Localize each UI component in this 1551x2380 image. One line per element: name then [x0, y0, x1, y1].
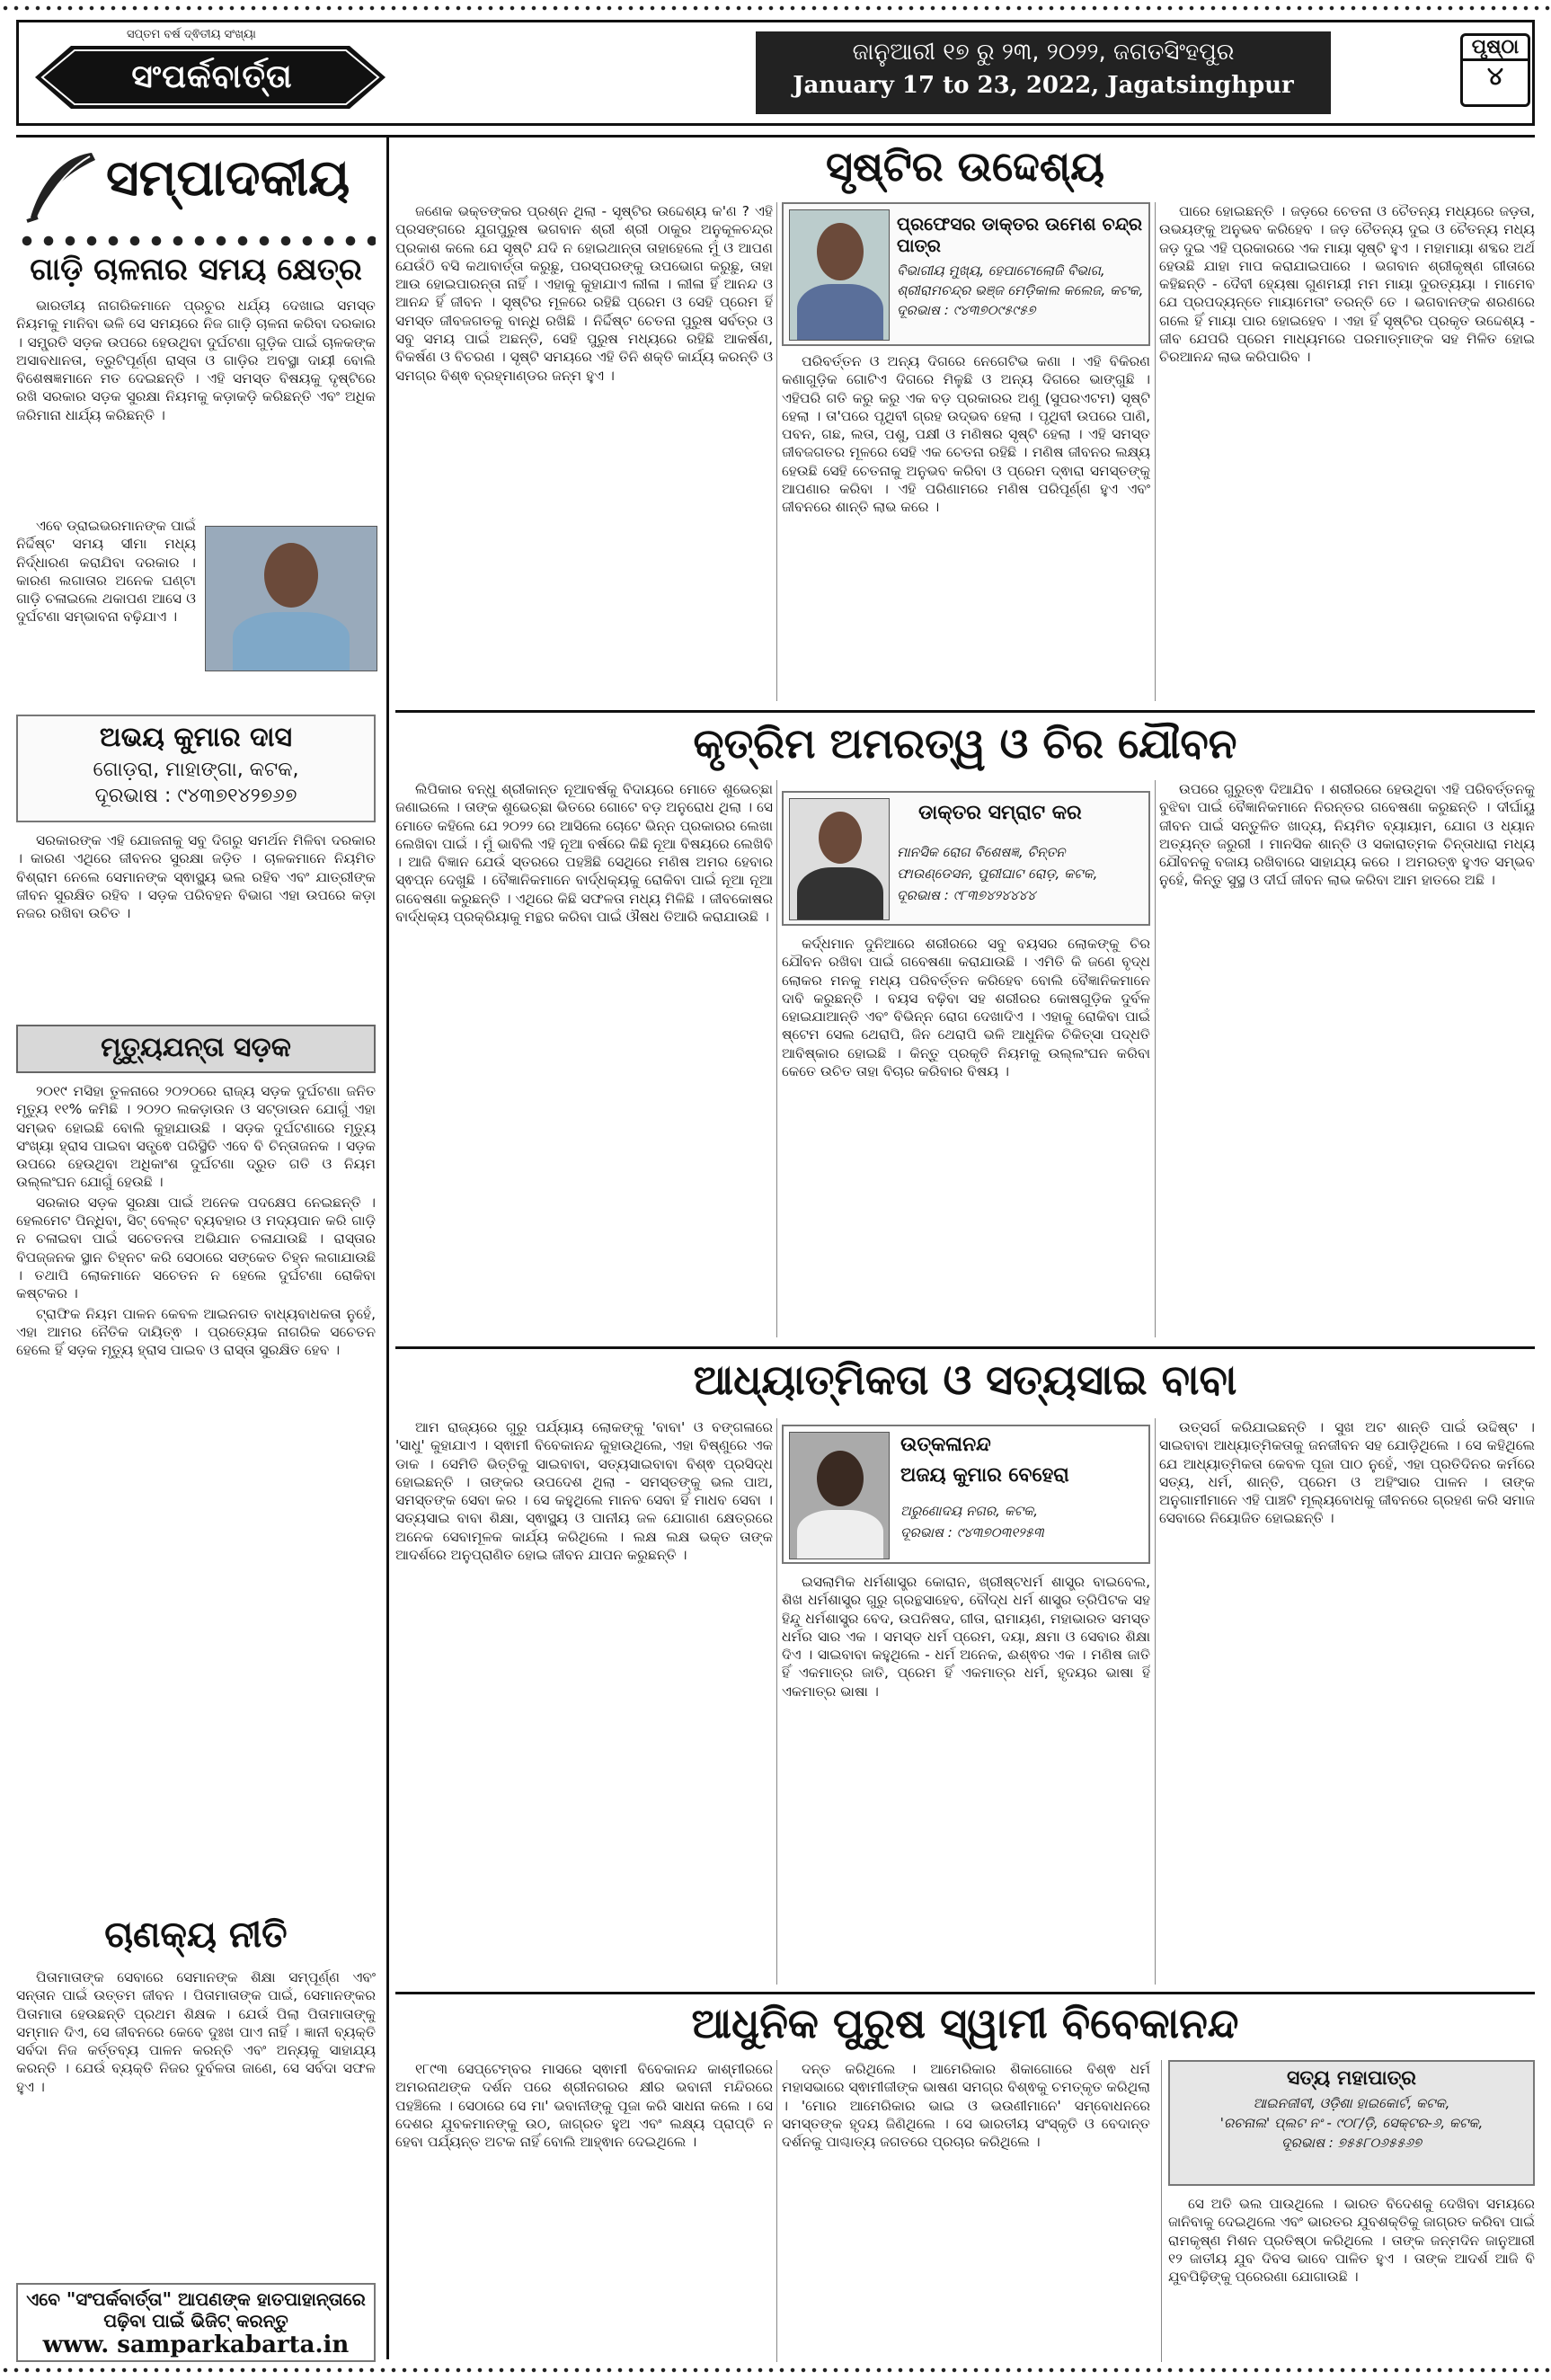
- article1-column-1: [395, 202, 773, 701]
- article3-author-info-1: ଅରୁଣୋଦୟ ନଗର, କଟକ,: [900, 1503, 1039, 1519]
- article3-paragraph: ଆମ ରାଜ୍ୟରେ ଗୁରୁ ପର୍ଯ୍ୟାୟ ଲୋକଙ୍କୁ 'ବାବା' ଓ ବଙ୍ଗଳାରେ 'ସାଧୁ' କୁହାଯାଏ । ସ୍ଵାମୀ ବିବେକାନନ୍ଦ କୁହାଉଥିଲେ, ଏହା ବିଷ୍ଣୁରେ ଏକ ଡାକ । ସେମିତି ଭିତ୍ତିକୁ ସାଇବାବା, ସତ୍ୟସାଇବାବା ବିଶ୍ଵ ପ୍ରସିଦ୍ଧ ହୋଇଛନ୍ତି । ତାଙ୍କର ଉପଦେଶ ଥିଲା - ସମସ୍ତଙ୍କୁ ଭଲ ପାଅ, ସମସ୍ତଙ୍କ ସେବା କର । ସେ କହୁଥିଲେ ମାନବ ସେବା ହିଁ ମାଧବ ସେବା । ସତ୍ୟସାଇ ବାବା ଶିକ୍ଷା, ସ୍ଵାସ୍ଥ୍ୟ ଓ ପାନୀୟ ଜଳ ଯୋଗାଣ କ୍ଷେତ୍ରରେ ଅନେକ ସେବାମୂଳକ କାର୍ଯ୍ୟ କରିଥିଲେ । ଲକ୍ଷ ଲକ୍ଷ ଭକ୍ତ ତାଙ୍କ ଆଦର୍ଶରେ ଅନୁପ୍ରାଣିତ ହୋଇ ଜୀବନ ଯାପନ କରୁଛନ୍ତି ।: [395, 1419, 773, 1564]
- column-divider: [386, 135, 389, 2359]
- editorial-author-box: [16, 715, 376, 822]
- article3-headline: ଆଧ୍ୟାତ୍ମିକତା ଓ ସତ୍ୟସାଇ ବାବା: [693, 1355, 1237, 1404]
- website-link[interactable]: www. samparkabarta.in: [42, 2331, 350, 2358]
- chanakya-headline: ଚାଣକ୍ୟ ନୀତି: [104, 1914, 288, 1956]
- article2-author-name: ଡାକ୍ତର ସମ୍ରାଟ କର: [918, 802, 1082, 824]
- article3-column-1: [395, 1418, 773, 1985]
- article1-column-2: [782, 352, 1150, 701]
- article1-author-box: [782, 202, 1150, 346]
- article4-author-name: ସତ୍ୟ ମହାପାତ୍ର: [1287, 2067, 1416, 2090]
- article-divider: [395, 1992, 1535, 1994]
- article1-paragraph: ଜଣେକ ଭକ୍ତଙ୍କର ପ୍ରଶ୍ନ ଥିଲା - ସୃଷ୍ଟିର ଉଦ୍ଦେଶ୍ୟ କ'ଣ ? ଏହି ପ୍ରସଙ୍ଗରେ ଯୁଗପୁରୁଷ ଭଗବାନ ଶ୍ରୀ ଶ୍ରୀ ଠାକୁର ଅନୁକୂଳଚନ୍ଦ୍ର ପ୍ରକାଶ କଲେ ଯେ ସୃଷ୍ଟି ଯଦି ନ ହୋଇଥାନ୍ତା ତାହାହେଲେ ମୁଁ ଓ ଆପଣ ଯେଉଁଠି ବସି କଥାବାର୍ତ୍ତା କରୁଛୁ, ପରସ୍ପରଙ୍କୁ ଉପଭୋଗ କରୁଛୁ, ତାହା ଆଉ ହୋଇପାରନ୍ତା ନାହିଁ । ଏହାକୁ କୁହାଯାଏ ଲୀଳା । ଲୀଳା ହିଁ ଆନନ୍ଦ ଓ ଆନନ୍ଦ ହିଁ ଜୀବନ । ସୃଷ୍ଟିର ମୂଳରେ ରହିଛି ପ୍ରେମ ଓ ସେହି ପ୍ରେମ ହିଁ ସମସ୍ତ ଜୀବଜଗତକୁ ବାନ୍ଧି ରଖିଛି । ନିର୍ଦ୍ଦିଷ୍ଟ ଚେତନା ପୁରୁଷ ସର୍ବତ୍ର ଓ ସବୁ ସମୟ ପାଇଁ ଅଛନ୍ତି, ସେହି ପୁରୁଷ ମଧ୍ୟରେ ରହିଛି ଆକର୍ଷଣ, ବିକର୍ଷଣ ଓ ବିଚରଣ । ସୃଷ୍ଟି ସମୟରେ ଏହି ତିନି ଶକ୍ତି କାର୍ଯ୍ୟ କରନ୍ତି ଓ ସମଗ୍ର ବିଶ୍ଵ ବ୍ରହ୍ମାଣ୍ଡର ଜନ୍ମ ହୁଏ ।: [395, 203, 773, 384]
- article4-column-3: [1168, 2195, 1535, 2362]
- editorial-author-name: ଅଭୟ କୁମାର ଦାସ: [99, 722, 293, 753]
- trap-road-text: [16, 1082, 376, 1864]
- article4-column-2: [782, 2060, 1150, 2362]
- date-band: [756, 31, 1331, 114]
- article3-paragraph: ଇସଲାମିକ ଧର୍ମଶାସ୍ତ୍ର କୋରାନ, ଖ୍ରୀଷ୍ଟଧର୍ମ ଶାସ୍ତ୍ର ବାଇବେଲ, ଶିଖ ଧର୍ମଶାସ୍ତ୍ର ଗୁରୁ ଗ୍ରନ୍ଥସାହେବ, ବୌଦ୍ଧ ଧର୍ମ ଶାସ୍ତ୍ର ତ୍ରିପିଟକ ସହ ହିନ୍ଦୁ ଧର୍ମଶାସ୍ତ୍ର ବେଦ, ଉପନିଷଦ, ଗୀତା, ରାମାୟଣ, ମହାଭାରତ ସମସ୍ତ ଧର୍ମର ସାର ଏକ । ସମସ୍ତ ଧର୍ମ ପ୍ରେମ, ଦୟା, କ୍ଷମା ଓ ସେବାର ଶିକ୍ଷା ଦିଏ । ସାଇବାବା କହୁଥିଲେ - ଧର୍ମ ଅନେକ, ଈଶ୍ଵର ଏକ । ମଣିଷ ଜାତି ହିଁ ଏକମାତ୍ର ଜାତି, ପ୍ରେମ ହିଁ ଏକମାତ୍ର ଧର୍ମ, ହୃଦୟର ଭାଷା ହିଁ ଏକମାତ୍ର ଭାଷା ।: [782, 1574, 1150, 1700]
- article4-paragraph: ଦନ୍ତ କରିଥିଲେ । ଆମେରିକାର ଶିକାଗୋରେ ବିଶ୍ଵ ଧର୍ମ ମହାସଭାରେ ସ୍ଵାମୀଜୀଙ୍କ ଭାଷଣ ସମଗ୍ର ବିଶ୍ଵକୁ ଚମତ୍କୃତ କରିଥିଲା । 'ମୋର ଆମେରିକାର ଭାଇ ଓ ଭଉଣୀମାନେ' ସମ୍ବୋଧନରେ ସମସ୍ତଙ୍କ ହୃଦୟ ଜିଣିଥିଲେ । ସେ ଭାରତୀୟ ସଂସ୍କୃତି ଓ ବେଦାନ୍ତ ଦର୍ଶନକୁ ପାଶ୍ଚାତ୍ୟ ଜଗତରେ ପ୍ରଚାର କରିଥିଲେ ।: [782, 2061, 1150, 2151]
- masthead: [16, 20, 1535, 126]
- issue-date-english: January 17 to 23, 2022, Jagatsinghpur: [793, 72, 1294, 99]
- editorial-text-3: [16, 831, 376, 1011]
- article2-column-1: [395, 780, 773, 1337]
- article3-author-box: [782, 1425, 1150, 1564]
- article4-author-info-2: 'ରଚନାଲ' ପ୍ଲଟ ନଂ - ୯୦୮/ଡ଼ି, ସେକ୍ଟର-୬, କଟକ,: [1219, 2115, 1484, 2131]
- article-divider: [395, 1346, 1535, 1349]
- editorial-author-phone: ଦୂରଭାଷ : ୯୪୩୭୧୪୨୭୬୭: [94, 785, 297, 807]
- promo-line: ଏବେ "ସଂପର୍କବାର୍ତ୍ତା" ଆପଣଙ୍କ ହାତପାହାନ୍ତାରେ: [26, 2288, 366, 2310]
- inner-column-rule: [776, 202, 777, 701]
- page-number-box: [1460, 33, 1530, 107]
- trap-road-paragraph: ଟ୍ରାଫିକ ନିୟମ ପାଳନ କେବଳ ଆଇନଗତ ବାଧ୍ୟବାଧକତା ନୁହେଁ, ଏହା ଆମର ନୈତିକ ଦାୟିତ୍ଵ । ପ୍ରତ୍ୟେକ ନାଗରିକ ସଚେତନ ହେଲେ ହିଁ ସଡ଼କ ମୃତ୍ୟୁ ହ୍ରାସ ପାଇବ ଓ ରାସ୍ତା ସୁରକ୍ଷିତ ହେବ ।: [16, 1305, 376, 1359]
- article3-author-info-2: ଦୂରଭାଷ : ୯୪୩୭୦୩୧୨୫୩: [900, 1524, 1044, 1541]
- chanakya-paragraph: ପିତାମାତାଙ୍କ ସେବାରେ ସେମାନଙ୍କ ଶିକ୍ଷା ସମ୍ପୂର୍ଣ୍ଣ ଏବଂ ସନ୍ତାନ ପାଇଁ ଉତ୍ତମ ଜୀବନ । ପିତାମାତାଙ୍କ ପାଇଁ, ସେମାନଙ୍କର ପିତାମାତା ହେଉଛନ୍ତି ପ୍ରଥମ ଶିକ୍ଷକ । ଯେଉଁ ପିଲା ପିତାମାତାଙ୍କୁ ସମ୍ମାନ ଦିଏ, ସେ ଜୀବନରେ କେବେ ଦୁଃଖ ପାଏ ନାହିଁ । ଜ୍ଞାନୀ ବ୍ୟକ୍ତି ସର୍ବଦା ନିଜ କର୍ତ୍ତବ୍ୟ ପାଳନ କରନ୍ତି ଏବଂ ଅନ୍ୟକୁ ସାହାଯ୍ୟ କରନ୍ତି । ଯେଉଁ ବ୍ୟକ୍ତି ନିଜର ଦୁର୍ବଳତା ଜାଣେ, ସେ ସର୍ବଦା ସଫଳ ହୁଏ ।: [16, 1969, 376, 2095]
- trap-road-paragraph: ୨୦୧୯ ମସିହା ତୁଳନାରେ ୨୦୨୦ରେ ରାଜ୍ୟ ସଡ଼କ ଦୁର୍ଘଟଣା ଜନିତ ମୃତ୍ୟୁ ୧୧% କମିଛି । ୨୦୨୦ ଲକଡ଼ାଉନ ଓ ସଟ୍‌ଡାଉନ ଯୋଗୁଁ ଏହା ସମ୍ଭବ ହୋଇଛି ବୋଲି କୁହାଯାଉଛି । ସଡ଼କ ଦୁର୍ଘଟଣାରେ ମୃତ୍ୟୁ ସଂଖ୍ୟା ହ୍ରାସ ପାଇବା ସତ୍ତ୍ଵେ ପରିସ୍ଥିତି ଏବେ ବି ଚିନ୍ତାଜନକ । ସଡ଼କ ଉପରେ ହେଉଥିବା ଅଧିକାଂଶ ଦୁର୍ଘଟଣା ଦ୍ରୁତ ଗତି ଓ ନିୟମ ଉଲ୍ଲଂଘନ ଯୋଗୁଁ ହେଉଛି ।: [16, 1083, 376, 1191]
- masthead-rule: [16, 135, 1535, 138]
- author-photo-umesh: [789, 209, 890, 341]
- article2-author-box: [782, 791, 1150, 926]
- article2-paragraph: ଲିପିକାର ବନ୍ଧୁ ଶ୍ରୀକାନ୍ତ ନୂଆବର୍ଷକୁ ବିଦାୟରେ ମୋତେ ଶୁଭେଚ୍ଛା ଜଣାଇଲେ । ତାଙ୍କ ଶୁଭେଚ୍ଛା ଭିତରେ ଗୋଟେ ବଡ଼ ଅନୁରୋଧ ଥିଲା । ସେ ମୋତେ କହିଲେ ଯେ ୨୦୨୨ ରେ ଆସିଲେ ଚୋଟେ ଭିନ୍ନ ପ୍ରକାରର ଲେଖା ଲେଖିବା ପାଇଁ । ମୁଁ ଭାବିଲି ଏହି ନୂଆ ବର୍ଷରେ କିଛି ନୂଆ ବିଷୟରେ ଲେଖିବି । ଆଜି ବିଜ୍ଞାନ ଯେଉଁ ସ୍ତରରେ ପହଞ୍ଚିଛି ସେଥିରେ ମଣିଷ ଅମର ହେବାର ସ୍ଵପ୍ନ ଦେଖୁଛି । ବୈଜ୍ଞାନିକମାନେ ବାର୍ଦ୍ଧକ୍ୟକୁ ରୋକିବା ପାଇଁ ନୂଆ ନୂଆ ଗବେଷଣା କରୁଛନ୍ତି । ଏଥିରେ କିଛି ସଫଳତା ମଧ୍ୟ ମିଳିଛି । ଜୀବକୋଷର ବାର୍ଦ୍ଧକ୍ୟ ପ୍ରକ୍ରିୟାକୁ ମନ୍ଥର କରିବା ପାଇଁ ଔଷଧ ତିଆରି କରାଯାଉଛି ।: [395, 781, 773, 926]
- inner-column-rule: [1155, 202, 1156, 701]
- editorial-section-title: ସମ୍ପାଦକୀୟ: [106, 149, 350, 208]
- logo-box: [19, 22, 405, 123]
- article4-author-info-1: ଆଇନଜୀବୀ, ଓଡ଼ିଶା ହାଇକୋର୍ଟ, କଟକ,: [1253, 2095, 1450, 2111]
- quill-pen-icon: [20, 147, 101, 228]
- editorial-text-1: [16, 297, 376, 512]
- author-photo-abhay: [205, 526, 377, 671]
- article2-paragraph: ଉପରେ ଗୁରୁତ୍ଵ ଦିଆଯିବ । ଶରୀରରେ ହେଉଥିବା ଏହି ପରିବର୍ତ୍ତନକୁ ବୁଝିବା ପାଇଁ ବୈଜ୍ଞାନିକମାନେ ନିରନ୍ତର ଗବେଷଣା କରୁଛନ୍ତି । ଦୀର୍ଘାୟୁ ଜୀବନ ପାଇଁ ସନ୍ତୁଳିତ ଖାଦ୍ୟ, ନିୟମିତ ବ୍ୟାୟାମ, ଯୋଗ ଓ ଧ୍ୟାନ ଅତ୍ୟନ୍ତ ଜରୁରୀ । ମାନସିକ ଶାନ୍ତି ଓ ସକାରାତ୍ମକ ଚିନ୍ତାଧାରା ମଧ୍ୟ ଯୌବନକୁ ବଜାୟ ରଖିବାରେ ସାହାଯ୍ୟ କରେ । ଅମରତ୍ଵ ହୁଏତ ସମ୍ଭବ ନୁହେଁ, କିନ୍ତୁ ସୁସ୍ଥ ଓ ଦୀର୍ଘ ଜୀବନ ଲାଭ କରିବା ଆମ ହାତରେ ଅଛି ।: [1159, 781, 1535, 889]
- website-promo-box: [16, 2283, 376, 2362]
- editorial-author-place: ଗୋଡ଼ରା, ମାହାଙ୍ଗା, କଟକ,: [93, 759, 299, 781]
- article3-column-2: [782, 1573, 1150, 1985]
- article1-author-info-2: ଶ୍ରୀରାମଚନ୍ଦ୍ର ଭଞ୍ଜ ମେଡ଼ିକାଲ କଲେଜ, କଟକ,: [897, 282, 1144, 298]
- inner-column-rule: [776, 1418, 777, 1985]
- author-photo-ajay: [789, 1432, 890, 1559]
- article3-author-name-2: ଅଜୟ କୁମାର ବେହେରା: [900, 1464, 1069, 1487]
- article2-author-info-1: ମାନସିକ ରୋଗ ବିଶେଷଜ୍ଞ, ଚିନ୍ତନ: [897, 844, 1066, 860]
- top-dotted-border: [0, 4, 1551, 13]
- article2-author-info-2: ଫାଉଣ୍ଡେସନ, ପୁରୀଘାଟ ରୋଡ଼, କଟକ,: [897, 866, 1098, 882]
- article1-column-3: [1159, 202, 1535, 701]
- article1-author-info-3: ଦୂରଭାଷ : ୯୪୩୭୦୯୫୯୫୭: [897, 302, 1036, 318]
- article1-headline: ସୃଷ୍ଟିର ଉଦ୍ଦେଶ୍ୟ: [825, 142, 1105, 191]
- article1-author-name: ପ୍ରଫେସର ଡାକ୍ତର ଉମେଶ ଚନ୍ଦ୍ର ପାତ୍ର: [897, 213, 1142, 256]
- article-divider: [395, 710, 1535, 713]
- page-number: ୪: [1487, 61, 1503, 91]
- article1-paragraph: ପାରେ ହୋଇଛନ୍ତି । ଜଡ଼ରେ ଚେତନା ଓ ଚୈତନ୍ୟ ମଧ୍ୟରେ ଜଡ଼ତା, ଉଭୟଙ୍କୁ ଅନୁଭବ କରିହେବ । ଜଡ଼ ଚୈତନ୍ୟ ଦୁଇ ଓ ଚୈତନ୍ୟ ମଧ୍ୟ ଜଡ଼ ଦୁଇ ଏହି ପ୍ରକାରରେ ଏକ ମାୟା ସୃଷ୍ଟି ହୁଏ । ମହାମାୟା ଶବ୍ଦର ଅର୍ଥ ହେଉଛି ଯାହା ମାପ କରାଯାଇପାରେ । ଭଗବାନ ଶ୍ରୀକୃଷ୍ଣ ଗୀତାରେ କହିଛନ୍ତି - ଦୈବୀ ହ୍ୟେଷା ଗୁଣମୟୀ ମମ ମାୟା ଦୁରତ୍ୟୟା । ମାମେବ ଯେ ପ୍ରପଦ୍ୟନ୍ତେ ମାୟାମେତାଂ ତରନ୍ତି ତେ । ଭଗବାନଙ୍କ ଶରଣରେ ଗଲେ ହିଁ ମାୟା ପାର ହୋଇହେବ । ଏହା ହିଁ ସୃଷ୍ଟିର ପ୍ରକୃତ ଉଦ୍ଦେଶ୍ୟ - ଜୀବ ଯେପରି ପ୍ରେମ ମାଧ୍ୟମରେ ପରମାତ୍ମାଙ୍କ ସହ ମିଳିତ ହୋଇ ଚିରଆନନ୍ଦ ଲାଭ କରିପାରିବ ।: [1159, 203, 1535, 366]
- trap-road-paragraph: ସରକାର ସଡ଼କ ସୁରକ୍ଷା ପାଇଁ ଅନେକ ପଦକ୍ଷେପ ନେଇଛନ୍ତି । ହେଲମେଟ ପିନ୍ଧିବା, ସିଟ୍ ବେଲ୍ଟ ବ୍ୟବହାର ଓ ମଦ୍ୟପାନ କରି ଗାଡ଼ି ନ ଚଳାଇବା ପାଇଁ ସଚେତନତା ଅଭିଯାନ ଚଳାଯାଉଛି । ରାସ୍ତାର ବିପଜ୍ଜନକ ସ୍ଥାନ ଚିହ୍ନଟ କରି ସେଠାରେ ସଙ୍କେତ ଚିହ୍ନ ଲଗାଯାଉଛି । ତଥାପି ଲୋକମାନେ ସଚେତନ ନ ହେଲେ ଦୁର୍ଘଟଣା ରୋକିବା କଷ୍ଟକର ।: [16, 1194, 376, 1302]
- issue-date-odia: ଜାନୁଆରୀ ୧୭ ରୁ ୨୩, ୨୦୨୨, ଜଗତସିଂହପୁର: [852, 39, 1235, 66]
- article3-paragraph: ଉତ୍ସର୍ଗ କରିଯାଇଛନ୍ତି । ସୁଖ ଅଟ ଶାନ୍ତି ପାଇଁ ଉଦ୍ଦିଷ୍ଟ । ସାଇବାବା ଆଧ୍ୟାତ୍ମିକତାକୁ ଜନଜୀବନ ସହ ଯୋଡ଼ିଥିଲେ । ସେ କହିଥିଲେ ଯେ ଆଧ୍ୟାତ୍ମିକତା କେବଳ ପୂଜା ପାଠ ନୁହେଁ, ଏହା ପ୍ରତିଦିନର କର୍ମରେ ସତ୍ୟ, ଧର୍ମ, ଶାନ୍ତି, ପ୍ରେମ ଓ ଅହିଂସାର ପାଳନ । ତାଙ୍କ ଅନୁଗାମୀମାନେ ଏହି ପାଞ୍ଚଟି ମୂଲ୍ୟବୋଧକୁ ଜୀବନରେ ଗ୍ରହଣ କରି ସମାଜ ସେବାରେ ନିୟୋଜିତ ହୋଇଛନ୍ତି ।: [1159, 1419, 1535, 1527]
- article4-column-1: [395, 2060, 773, 2362]
- article4-paragraph: ୧୮୯୩ ସେପ୍ଟେମ୍ବର ମାସରେ ସ୍ଵାମୀ ବିବେକାନନ୍ଦ କାଶ୍ମୀରରେ ଅମରନାଥଙ୍କ ଦର୍ଶନ ପରେ ଶ୍ରୀନଗରର କ୍ଷୀର ଭବାନୀ ମନ୍ଦିରରେ ପହଞ୍ଚିଲେ । ସେଠାରେ ସେ ମା' ଭବାନୀଙ୍କୁ ପୂଜା କରି ସାଧନା କଲେ । ସେ ଦେଶର ଯୁବକମାନଙ୍କୁ ଉଠ, ଜାଗ୍ରତ ହୁଅ ଏବଂ ଲକ୍ଷ୍ୟ ପ୍ରାପ୍ତି ନ ହେବା ପର୍ଯ୍ୟନ୍ତ ଅଟକ ନାହିଁ ବୋଲି ଆହ୍ଵାନ ଦେଇଥିଲେ ।: [395, 2061, 773, 2151]
- article4-author-info-3: ଦୂରଭାଷ : ୭୫୫୮୦୬୫୫୬୭: [1281, 2135, 1422, 2151]
- editorial-headline: ଗାଡ଼ି ଚାଳନାର ସମୟ କ୍ଷେତ୍ର: [30, 252, 362, 288]
- article4-headline: ଆଧୁନିକ ପୁରୁଷ ସ୍ୱାମୀ ବିବେକାନନ୍ଦ: [691, 1999, 1239, 2047]
- article2-author-info-3: ଦୂରଭାଷ : ୯୮୩୭୪୨୪୪୪୪: [897, 887, 1036, 903]
- trap-road-headline: ମୃତ୍ୟୁଯନ୍ତା ସଡ଼କ: [16, 1025, 376, 1073]
- article1-author-info-1: ବିଭାଗୀୟ ମୁଖ୍ୟ, ହେପାଟୋଲୋଜି ବିଭାଗ,: [897, 262, 1105, 279]
- promo-line-2: ପଢ଼ିବା ପାଇଁ ଭିଜିଟ୍ କରନ୍ତୁ: [103, 2310, 288, 2331]
- editorial-paragraph: ଏବେ ଡ୍ରାଇଭରମାନଙ୍କ ପାଇଁ ନିର୍ଦ୍ଦିଷ୍ଟ ସମୟ ସୀମା ମଧ୍ୟ ନିର୍ଦ୍ଧାରଣ କରାଯିବା ଦରକାର । କାରଣ ଲଗାତାର ଅନେକ ଘଣ୍ଟା ଗାଡ଼ି ଚଳାଇଲେ ଥକାପଣ ଆସେ ଓ ଦୁର୍ଘଟଣା ସମ୍ଭାବନା ବଢ଼ିଯାଏ ।: [16, 518, 196, 626]
- newspaper-logo[interactable]: ସଂପର୍କବାର୍ତ୍ତା: [131, 58, 293, 95]
- editorial-header: [16, 144, 376, 234]
- inner-column-rule: [776, 780, 777, 1337]
- article3-author-name-1: ଉତ୍କଳାନନ୍ଦ: [900, 1434, 991, 1456]
- editorial-dot-rule: [16, 235, 376, 246]
- masthead-tagline: ସପ୍ତମ ବର୍ଷ ଦ୍ଵିତୀୟ ସଂଖ୍ୟା: [127, 28, 256, 41]
- bottom-dotted-border: [0, 2366, 1551, 2375]
- inner-column-rule: [1155, 780, 1156, 1337]
- editorial-text-2: [16, 517, 196, 706]
- inner-column-rule: [1155, 1418, 1156, 1985]
- article2-column-2: [782, 935, 1150, 1337]
- chanakya-text: [16, 1968, 376, 2274]
- article3-column-3: [1159, 1418, 1535, 1985]
- inner-column-rule: [776, 2060, 777, 2362]
- article2-column-3: [1159, 780, 1535, 1337]
- article2-paragraph: କର୍ଦ୍ଧମାନ ଦୁନିଆରେ ଶରୀରରେ ସବୁ ବୟସର ଲୋକଙ୍କୁ ଚିର ଯୌବନ ରଖିବା ପାଇଁ ଗବେଷଣା କରାଯାଉଛି । ଏମିତି କି ଜଣେ ବୃଦ୍ଧ ଲୋକର ମନକୁ ମଧ୍ୟ ପରିବର୍ତ୍ତନ କରିହେବ ବୋଲି ବୈଜ୍ଞାନିକମାନେ ଦାବି କରୁଛନ୍ତି । ବୟସ ବଢ଼ିବା ସହ ଶରୀରର କୋଷଗୁଡ଼ିକ ଦୁର୍ବଳ ହୋଇଯାଆନ୍ତି ଏବଂ ବିଭିନ୍ନ ରୋଗ ଦେଖାଦିଏ । ଏହାକୁ ରୋକିବା ପାଇଁ ଷ୍ଟେମ ସେଲ ଥେରାପି, ଜିନ ଥେରାପି ଭଳି ଆଧୁନିକ ଚିକିତ୍ସା ପଦ୍ଧତି ଆବିଷ୍କାର ହୋଇଛି । କିନ୍ତୁ ପ୍ରକୃତି ନିୟମକୁ ଉଲ୍ଲଂଘନ କରିବା କେତେ ଉଚିତ ତାହା ବିଚାର କରିବାର ବିଷୟ ।: [782, 936, 1150, 1080]
- page-label: ପୃଷ୍ଠା: [1463, 36, 1528, 61]
- author-photo-samrat: [789, 798, 890, 920]
- article2-headline: କୃତ୍ରିମ ଅମରତ୍ୱ ଓ ଚିର ଯୌବନ: [693, 719, 1237, 768]
- article1-paragraph: ପରିବର୍ତ୍ତନ ଓ ଅନ୍ୟ ଦିଗରେ ନେଗେଟିଭ କଣା । ଏହି ବିକିରଣ କଣାଗୁଡ଼ିକ ଗୋଟିଏ ଦିଗରେ ମିଳୁଛି ଓ ଅନ୍ୟ ଦିଗରେ ଭାଙ୍ଗୁଛି । ଏହିପରି ଗତି କରୁ କରୁ ଏକ ବଡ଼ ପ୍ରକାରର ଅଣୁ (ସୁପରଏଟମ) ସୃଷ୍ଟି ହେଲା । ତା'ପରେ ପୃଥିବୀ ଗ୍ରହ ଉଦ୍ଭବ ହେଲା । ପୃଥିବୀ ଉପରେ ପାଣି, ପବନ, ଗଛ, ଲତା, ପଶୁ, ପକ୍ଷୀ ଓ ମଣିଷର ସୃଷ୍ଟି ହେଲା । ଏହି ସମସ୍ତ ଜୀବଜଗତର ମୂଳରେ ସେହି ଏକ ଚେତନା ରହିଛି । ମଣିଷ ଜୀବନର ଲକ୍ଷ୍ୟ ହେଉଛି ସେହି ଚେତନାକୁ ଅନୁଭବ କରିବା ଓ ପ୍ରେମ ଦ୍ଵାରା ସମସ୍ତଙ୍କୁ ଆପଣାର କରିବା । ଏହି ପରିଣାମରେ ମଣିଷ ପରିପୂର୍ଣ୍ଣ ହୁଏ ଏବଂ ଜୀବନରେ ଶାନ୍ତି ଲାଭ କରେ ।: [782, 353, 1150, 516]
- article4-author-box: [1168, 2060, 1535, 2186]
- editorial-paragraph: ଭାରତୀୟ ନାଗରିକମାନେ ପ୍ରଚୁର ଧର୍ଯ୍ୟ ଦେଖାଇ ସମସ୍ତ ନିୟମକୁ ମାନିବା ଭଳି ସେ ସମୟରେ ନିଜ ଗାଡ଼ି ଚାଳନା କରିବା ଦରକାର । ସମ୍ପ୍ରତି ସଡ଼କ ଉପରେ ହେଉଥିବା ଦୁର୍ଘଟଣା ଗୁଡ଼ିକ ପାଇଁ ଚାଳକଙ୍କ ଅସାବଧାନତା, ତ୍ରୁଟିପୂର୍ଣ୍ଣ ରାସ୍ତା ଓ ଗାଡ଼ିର ଅବସ୍ଥା ଦାୟୀ ବୋଲି ବିଶେଷଜ୍ଞମାନେ ମତ ଦେଇଛନ୍ତି । ଏହି ସମସ୍ତ ବିଷୟକୁ ଦୃଷ୍ଟିରେ ରଖି ସରକାର ସଡ଼କ ସୁରକ୍ଷା ନିୟମକୁ କଡ଼ାକଡ଼ି କରିଛନ୍ତି ଏବଂ ଅଧିକ ଜରିମାନା ଧାର୍ଯ୍ୟ କରିଛନ୍ତି ।: [16, 298, 376, 423]
- article4-paragraph: ସେ ଅତି ଭଲ ପାଉଥିଲେ । ଭାରତ ବିଦେଶକୁ ଦେଖିବା ସମୟରେ ଜାନିବାକୁ ଦେଇଥିଲେ ଏବଂ ଭାରତର ଯୁବଶକ୍ତିକୁ ଜାଗ୍ରତ କରିବା ପାଇଁ ରାମକୃଷ୍ଣ ମିଶନ ପ୍ରତିଷ୍ଠା କରିଥିଲେ । ତାଙ୍କ ଜନ୍ମଦିନ ଜାନୁଆରୀ ୧୨ ଜାତୀୟ ଯୁବ ଦିବସ ଭାବେ ପାଳିତ ହୁଏ । ତାଙ୍କ ଆଦର୍ଶ ଆଜି ବି ଯୁବପିଢ଼ିଙ୍କୁ ପ୍ରେରଣା ଯୋଗାଉଛି ।: [1168, 2196, 1535, 2286]
- editorial-paragraph: ସରକାରଙ୍କ ଏହି ଯୋଜନାକୁ ସବୁ ଦିଗରୁ ସମର୍ଥନ ମିଳିବା ଦରକାର । କାରଣ ଏଥିରେ ଜୀବନର ସୁରକ୍ଷା ଜଡ଼ିତ । ଚାଳକମାନେ ନିୟମିତ ବିଶ୍ରାମ ନେଲେ ସେମାନଙ୍କ ସ୍ଵାସ୍ଥ୍ୟ ଭଲ ରହିବ ଏବଂ ଯାତ୍ରୀଙ୍କ ଜୀବନ ସୁରକ୍ଷିତ ରହିବ । ସଡ଼କ ପରିବହନ ବିଭାଗ ଏହା ଉପରେ କଡ଼ା ନଜର ରଖିବା ଉଚିତ ।: [16, 832, 376, 922]
- inner-column-rule: [1161, 2060, 1162, 2362]
